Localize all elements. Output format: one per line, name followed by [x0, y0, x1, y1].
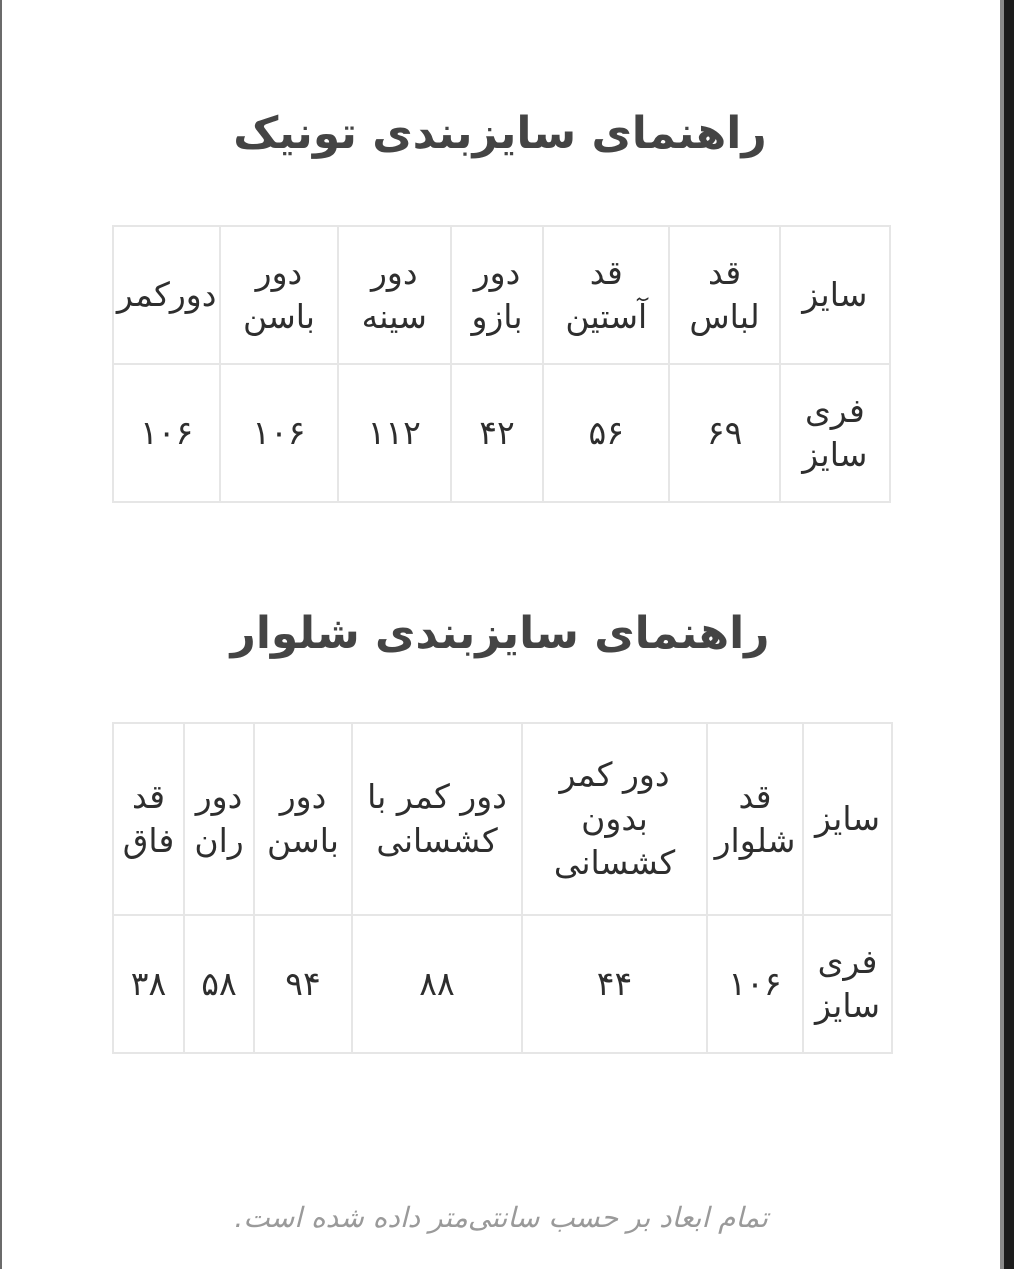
pants-header-row [113, 723, 892, 915]
tunic-cell-arm-circumference: ۴۲ [451, 364, 543, 502]
pants-header-rise-length: قد فاق [113, 723, 184, 915]
pants-header-pants-length: قد شلوار [707, 723, 803, 915]
tunic-cell-chest-circumference: ۱۱۲ [338, 364, 451, 502]
left-border [0, 0, 2, 1269]
pants-data-row [113, 915, 892, 1053]
pants-cell-rise-length: ۳۸ [113, 915, 184, 1053]
tunic-header-row [113, 226, 890, 364]
tunic-header-size: سایز [780, 226, 890, 364]
tunic-header-arm-circumference: دور بازو [451, 226, 543, 364]
tunic-cell-hip-circumference: ۱۰۶ [220, 364, 337, 502]
right-border [1000, 0, 1014, 1269]
tunic-size-guide-title: راهنمای سایزبندی تونیک [233, 108, 767, 159]
tunic-header-dress-length: قد لباس [669, 226, 779, 364]
pants-size-guide-title: راهنمای سایزبندی شلوار [230, 608, 770, 659]
pants-cell-hip-circumference: ۹۴ [254, 915, 352, 1053]
pants-header-waist-with-stretch: دور کمر با کشسانی [352, 723, 522, 915]
tunic-header-hip-circumference: دور باسن [220, 226, 337, 364]
pants-cell-size: فری سایز [803, 915, 892, 1053]
tunic-header-sleeve-length: قد آستین [543, 226, 669, 364]
tunic-header-chest-circumference: دور سینه [338, 226, 451, 364]
pants-header-thigh-circumference: دور ران [184, 723, 254, 915]
units-footnote: تمام ابعاد بر حسب سانتی‌متر داده شده است. [234, 1201, 768, 1234]
right-border-line [1000, 0, 1004, 1269]
tunic-cell-dress-length: ۶۹ [669, 364, 779, 502]
pants-cell-waist-with-stretch: ۸۸ [352, 915, 522, 1053]
tunic-header-waist-circumference: دورکمر [113, 226, 220, 364]
pants-header-size: سایز [803, 723, 892, 915]
tunic-cell-sleeve-length: ۵۶ [543, 364, 669, 502]
tunic-cell-waist-circumference: ۱۰۶ [113, 364, 220, 502]
pants-size-table [112, 722, 893, 1054]
pants-cell-waist-no-stretch: ۴۴ [522, 915, 707, 1053]
pants-cell-thigh-circumference: ۵۸ [184, 915, 254, 1053]
tunic-size-table [112, 225, 891, 503]
tunic-cell-size: فری سایز [780, 364, 890, 502]
tunic-data-row [113, 364, 890, 502]
pants-header-hip-circumference: دور باسن [254, 723, 352, 915]
pants-cell-pants-length: ۱۰۶ [707, 915, 803, 1053]
pants-header-waist-no-stretch: دور کمر بدون کشسانی [522, 723, 707, 915]
